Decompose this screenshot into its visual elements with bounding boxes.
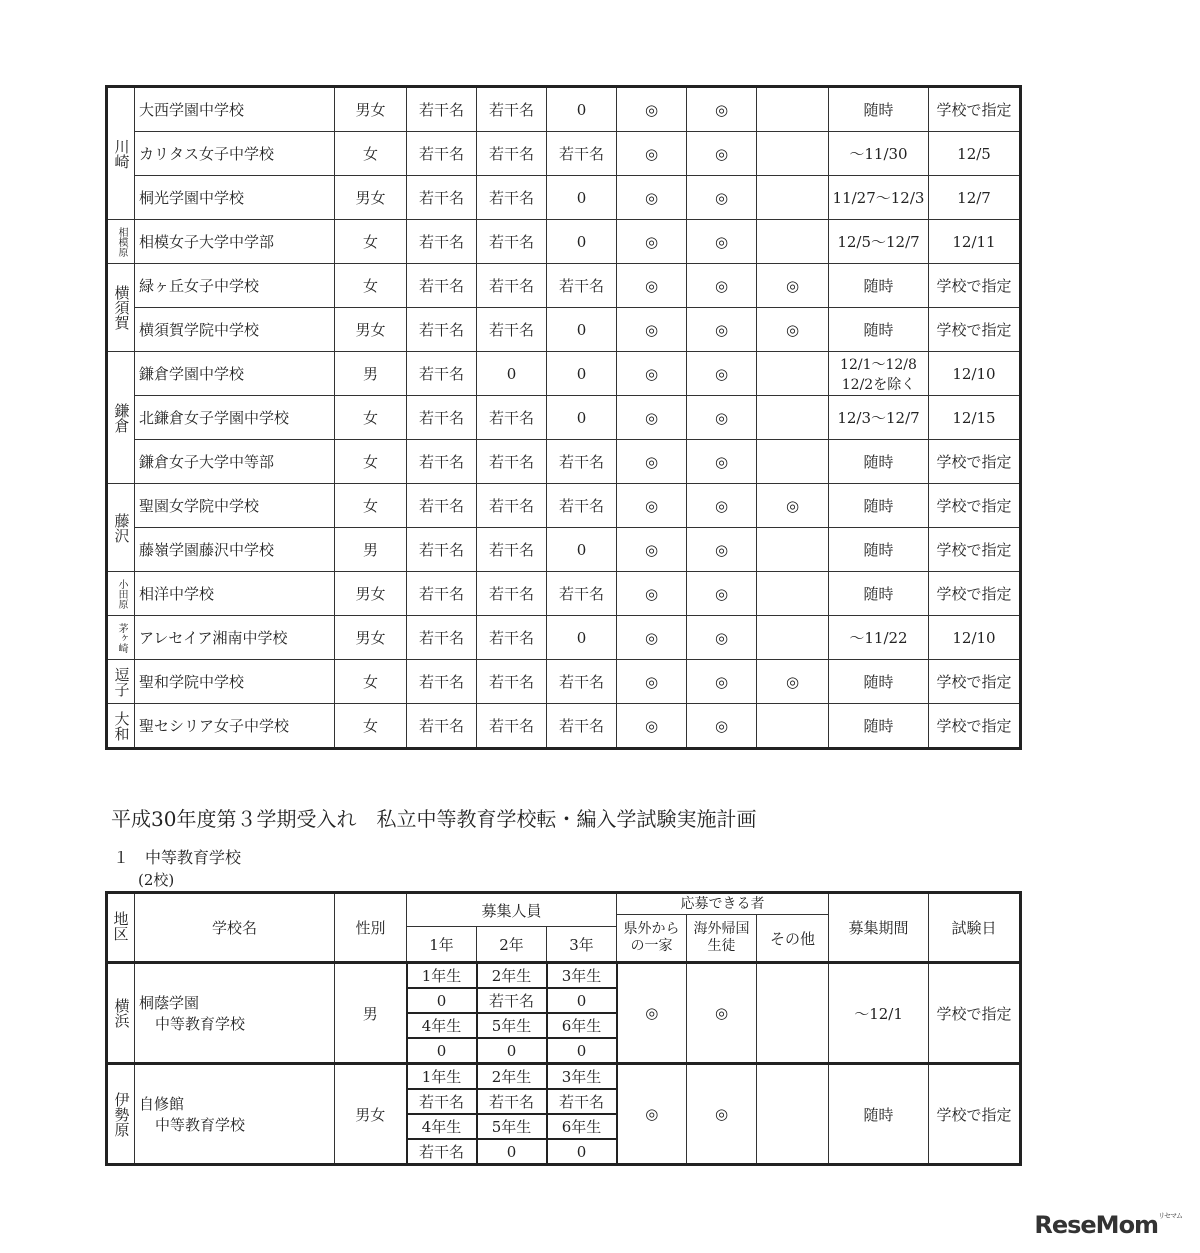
school-name: 北鎌倉女子学園中学校 bbox=[135, 396, 335, 440]
header-other: その他 bbox=[757, 915, 829, 963]
region-cell: 茅ヶ崎 bbox=[107, 616, 135, 660]
out-of-prefecture: ◎ bbox=[617, 616, 687, 660]
table-row bbox=[107, 1064, 1021, 1090]
returnee: ◎ bbox=[687, 308, 757, 352]
application-period: 〜12/1 bbox=[829, 963, 929, 1064]
other bbox=[757, 352, 829, 396]
recruit-grid-cell: 0 bbox=[547, 1139, 617, 1165]
school-name: 聖セシリア女子中学校 bbox=[135, 704, 335, 749]
gender: 男 bbox=[335, 528, 407, 572]
returnee: ◎ bbox=[687, 396, 757, 440]
recruit-grid-cell: 6年生 bbox=[547, 1013, 617, 1038]
recruit-year2: 若干名 bbox=[477, 87, 547, 132]
gender: 女 bbox=[335, 660, 407, 704]
table-row bbox=[107, 963, 1021, 989]
table-row bbox=[107, 87, 1021, 132]
returnee: ◎ bbox=[687, 616, 757, 660]
gender: 男女 bbox=[335, 308, 407, 352]
returnee: ◎ bbox=[687, 87, 757, 132]
header-exam: 試験日 bbox=[929, 893, 1021, 963]
out-of-prefecture: ◎ bbox=[617, 132, 687, 176]
application-period: 11/27〜12/3 bbox=[829, 176, 929, 220]
gender: 男女 bbox=[335, 176, 407, 220]
other bbox=[757, 528, 829, 572]
application-period: 12/1〜12/8 12/2を除く bbox=[829, 352, 929, 396]
application-period: 随時 bbox=[829, 528, 929, 572]
returnee: ◎ bbox=[687, 264, 757, 308]
exam-date: 12/7 bbox=[929, 176, 1021, 220]
recruit-year1: 若干名 bbox=[407, 396, 477, 440]
application-period: 〜11/30 bbox=[829, 132, 929, 176]
recruit-year1: 若干名 bbox=[407, 176, 477, 220]
gender: 男 bbox=[335, 963, 407, 1064]
exam-date: 学校で指定 bbox=[929, 704, 1021, 749]
application-period: 随時 bbox=[829, 308, 929, 352]
school-name-line1: 桐蔭学園 bbox=[139, 994, 200, 1012]
recruit-grid-cell: 1年生 bbox=[407, 1064, 477, 1090]
recruit-year2: 若干名 bbox=[477, 396, 547, 440]
school-name-line2: 中等教育学校 bbox=[155, 1116, 246, 1134]
out-of-prefecture: ◎ bbox=[617, 308, 687, 352]
header-out-of-prefecture: 県外からの一家 bbox=[617, 915, 687, 963]
school-name: 聖園女学院中学校 bbox=[135, 484, 335, 528]
exam-date: 学校で指定 bbox=[929, 87, 1021, 132]
recruit-year2: 若干名 bbox=[477, 220, 547, 264]
recruit-grid-cell: 若干名 bbox=[477, 988, 547, 1013]
recruit-grid-cell: 0 bbox=[547, 988, 617, 1013]
out-of-prefecture: ◎ bbox=[617, 1064, 687, 1165]
application-period: 随時 bbox=[829, 704, 929, 749]
recruit-year2: 若干名 bbox=[477, 132, 547, 176]
out-of-prefecture: ◎ bbox=[617, 264, 687, 308]
recruit-year1: 若干名 bbox=[407, 308, 477, 352]
recruit-year3: 0 bbox=[547, 352, 617, 396]
recruit-grid-cell: 0 bbox=[477, 1139, 547, 1165]
exam-date: 学校で指定 bbox=[929, 264, 1021, 308]
recruit-year1: 若干名 bbox=[407, 704, 477, 749]
region-cell: 横須賀 bbox=[107, 264, 135, 352]
recruit-year1: 若干名 bbox=[407, 87, 477, 132]
other: ◎ bbox=[757, 660, 829, 704]
table-row bbox=[107, 704, 1021, 749]
application-period: 12/3〜12/7 bbox=[829, 396, 929, 440]
recruit-grid-cell: 3年生 bbox=[547, 963, 617, 989]
resemom-logo: ReseMom$^{リセマム}$ bbox=[1034, 1211, 1182, 1239]
exam-date: 12/10 bbox=[929, 616, 1021, 660]
gender: 女 bbox=[335, 484, 407, 528]
application-period: 随時 bbox=[829, 660, 929, 704]
table-row bbox=[107, 220, 1021, 264]
out-of-prefecture: ◎ bbox=[617, 87, 687, 132]
returnee: ◎ bbox=[687, 660, 757, 704]
recruit-grid-cell: 0 bbox=[477, 1038, 547, 1064]
region-cell: 藤沢 bbox=[107, 484, 135, 572]
region-cell: 鎌倉 bbox=[107, 352, 135, 484]
region-cell: 大和 bbox=[107, 704, 135, 749]
header-year1: 1年 bbox=[407, 927, 477, 963]
recruit-year3: 0 bbox=[547, 396, 617, 440]
recruit-grid-cell: 若干名 bbox=[407, 1089, 477, 1114]
recruit-grid-cell: 0 bbox=[407, 1038, 477, 1064]
table-row bbox=[107, 396, 1021, 440]
exam-date: 学校で指定 bbox=[929, 963, 1021, 1064]
recruit-year3: 0 bbox=[547, 220, 617, 264]
application-period: 随時 bbox=[829, 87, 929, 132]
transfer-table-secondary bbox=[105, 891, 1022, 1166]
exam-date: 12/11 bbox=[929, 220, 1021, 264]
application-period: 12/5〜12/7 bbox=[829, 220, 929, 264]
region-cell: 川崎 bbox=[107, 87, 135, 220]
recruit-grid-cell: 若干名 bbox=[477, 1089, 547, 1114]
application-period: 随時 bbox=[829, 572, 929, 616]
school-name bbox=[135, 1064, 335, 1165]
region-cell: 伊勢原 bbox=[107, 1064, 135, 1165]
recruit-grid-cell: 2年生 bbox=[477, 963, 547, 989]
section-title: 平成30年度第３学期受入れ 私立中等教育学校転・編入学試験実施計画 bbox=[111, 807, 757, 831]
school-name: 桐光学園中学校 bbox=[135, 176, 335, 220]
out-of-prefecture: ◎ bbox=[617, 440, 687, 484]
other bbox=[757, 87, 829, 132]
recruit-year1: 若干名 bbox=[407, 220, 477, 264]
gender: 女 bbox=[335, 132, 407, 176]
out-of-prefecture: ◎ bbox=[617, 572, 687, 616]
header-period: 募集期間 bbox=[829, 893, 929, 963]
out-of-prefecture: ◎ bbox=[617, 396, 687, 440]
recruit-grid-cell: 5年生 bbox=[477, 1114, 547, 1139]
recruit-year3: 0 bbox=[547, 616, 617, 660]
school-name-line1: 自修館 bbox=[139, 1095, 185, 1113]
out-of-prefecture: ◎ bbox=[617, 352, 687, 396]
exam-date: 学校で指定 bbox=[929, 308, 1021, 352]
application-period: 随時 bbox=[829, 484, 929, 528]
school-count: (2校) bbox=[138, 871, 175, 889]
gender: 女 bbox=[335, 220, 407, 264]
other bbox=[757, 132, 829, 176]
table-row bbox=[107, 528, 1021, 572]
region-cell: 逗子 bbox=[107, 660, 135, 704]
table-row bbox=[107, 132, 1021, 176]
gender: 男女 bbox=[335, 616, 407, 660]
school-name: 藤嶺学園藤沢中学校 bbox=[135, 528, 335, 572]
recruit-year3: 0 bbox=[547, 176, 617, 220]
gender: 女 bbox=[335, 704, 407, 749]
recruit-grid-cell: 6年生 bbox=[547, 1114, 617, 1139]
recruit-year1: 若干名 bbox=[407, 528, 477, 572]
exam-date: 12/15 bbox=[929, 396, 1021, 440]
section-subtitle: １ 中等教育学校 bbox=[113, 848, 242, 867]
recruit-year2: 若干名 bbox=[477, 572, 547, 616]
gender: 男女 bbox=[335, 1064, 407, 1165]
table-row bbox=[107, 616, 1021, 660]
returnee: ◎ bbox=[687, 1064, 757, 1165]
application-period: 随時 bbox=[829, 264, 929, 308]
region-cell: 横浜 bbox=[107, 963, 135, 1064]
other bbox=[757, 396, 829, 440]
region-cell: 小田原 bbox=[107, 572, 135, 616]
school-name: 大西学園中学校 bbox=[135, 87, 335, 132]
other bbox=[757, 572, 829, 616]
recruit-year3: 若干名 bbox=[547, 132, 617, 176]
returnee: ◎ bbox=[687, 352, 757, 396]
recruit-year1: 若干名 bbox=[407, 352, 477, 396]
header-gender: 性別 bbox=[335, 893, 407, 963]
other bbox=[757, 616, 829, 660]
other: ◎ bbox=[757, 308, 829, 352]
exam-date: 学校で指定 bbox=[929, 440, 1021, 484]
out-of-prefecture: ◎ bbox=[617, 220, 687, 264]
header-school: 学校名 bbox=[135, 893, 335, 963]
other bbox=[757, 440, 829, 484]
returnee: ◎ bbox=[687, 484, 757, 528]
other: ◎ bbox=[757, 484, 829, 528]
application-period: 随時 bbox=[829, 1064, 929, 1165]
other bbox=[757, 963, 829, 1064]
recruit-year2: 若干名 bbox=[477, 176, 547, 220]
table-row bbox=[107, 352, 1021, 396]
school-name: 緑ヶ丘女子中学校 bbox=[135, 264, 335, 308]
recruit-grid-cell: 1年生 bbox=[407, 963, 477, 989]
gender: 男女 bbox=[335, 87, 407, 132]
recruit-grid-cell: 0 bbox=[407, 988, 477, 1013]
exam-date: 12/10 bbox=[929, 352, 1021, 396]
other: ◎ bbox=[757, 264, 829, 308]
returnee: ◎ bbox=[687, 220, 757, 264]
header-eligible: 応募できる者 bbox=[617, 893, 829, 915]
gender: 男 bbox=[335, 352, 407, 396]
returnee: ◎ bbox=[687, 572, 757, 616]
table-row bbox=[107, 440, 1021, 484]
transfer-table-junior-high bbox=[105, 85, 1022, 750]
recruit-year1: 若干名 bbox=[407, 572, 477, 616]
other bbox=[757, 1064, 829, 1165]
school-name: 横須賀学院中学校 bbox=[135, 308, 335, 352]
gender: 女 bbox=[335, 440, 407, 484]
recruit-grid-cell: 4年生 bbox=[407, 1114, 477, 1139]
application-period: 〜11/22 bbox=[829, 616, 929, 660]
recruit-year2: 0 bbox=[477, 352, 547, 396]
exam-date: 学校で指定 bbox=[929, 660, 1021, 704]
recruit-year3: 0 bbox=[547, 87, 617, 132]
recruit-year2: 若干名 bbox=[477, 616, 547, 660]
recruit-grid-cell: 若干名 bbox=[547, 1089, 617, 1114]
recruit-year3: 若干名 bbox=[547, 572, 617, 616]
recruit-year2: 若干名 bbox=[477, 264, 547, 308]
recruit-year3: 若干名 bbox=[547, 704, 617, 749]
school-name: カリタス女子中学校 bbox=[135, 132, 335, 176]
returnee: ◎ bbox=[687, 963, 757, 1064]
gender: 女 bbox=[335, 264, 407, 308]
out-of-prefecture: ◎ bbox=[617, 704, 687, 749]
recruit-year1: 若干名 bbox=[407, 264, 477, 308]
recruit-year2: 若干名 bbox=[477, 528, 547, 572]
out-of-prefecture: ◎ bbox=[617, 963, 687, 1064]
recruit-year3: 0 bbox=[547, 528, 617, 572]
recruit-grid-cell: 3年生 bbox=[547, 1064, 617, 1090]
school-name-line2: 中等教育学校 bbox=[155, 1015, 246, 1033]
out-of-prefecture: ◎ bbox=[617, 528, 687, 572]
header-returnee: 海外帰国生徒 bbox=[687, 915, 757, 963]
header-year2: 2年 bbox=[477, 927, 547, 963]
recruit-year2: 若干名 bbox=[477, 660, 547, 704]
recruit-year3: 若干名 bbox=[547, 660, 617, 704]
exam-date: 学校で指定 bbox=[929, 572, 1021, 616]
application-period: 随時 bbox=[829, 440, 929, 484]
recruit-year1: 若干名 bbox=[407, 660, 477, 704]
table-row bbox=[107, 484, 1021, 528]
header-year3: 3年 bbox=[547, 927, 617, 963]
recruit-grid-cell: 5年生 bbox=[477, 1013, 547, 1038]
school-name bbox=[135, 963, 335, 1064]
other bbox=[757, 704, 829, 749]
exam-date: 12/5 bbox=[929, 132, 1021, 176]
exam-date: 学校で指定 bbox=[929, 1064, 1021, 1165]
recruit-year3: 若干名 bbox=[547, 484, 617, 528]
recruit-grid-cell: 若干名 bbox=[407, 1139, 477, 1165]
region-cell: 相模原 bbox=[107, 220, 135, 264]
recruit-grid-cell: 4年生 bbox=[407, 1013, 477, 1038]
recruit-year2: 若干名 bbox=[477, 440, 547, 484]
exam-date: 学校で指定 bbox=[929, 528, 1021, 572]
recruit-grid-cell: 2年生 bbox=[477, 1064, 547, 1090]
table-row bbox=[107, 308, 1021, 352]
school-name: 鎌倉女子大学中等部 bbox=[135, 440, 335, 484]
exam-date: 学校で指定 bbox=[929, 484, 1021, 528]
other bbox=[757, 220, 829, 264]
recruit-year3: 若干名 bbox=[547, 440, 617, 484]
table-row bbox=[107, 176, 1021, 220]
table-row bbox=[107, 572, 1021, 616]
gender: 女 bbox=[335, 396, 407, 440]
out-of-prefecture: ◎ bbox=[617, 660, 687, 704]
returnee: ◎ bbox=[687, 440, 757, 484]
school-name: 聖和学院中学校 bbox=[135, 660, 335, 704]
table-row bbox=[107, 660, 1021, 704]
table-row bbox=[107, 264, 1021, 308]
school-name: アレセイア湘南中学校 bbox=[135, 616, 335, 660]
recruit-grid-cell: 0 bbox=[547, 1038, 617, 1064]
gender: 男女 bbox=[335, 572, 407, 616]
returnee: ◎ bbox=[687, 704, 757, 749]
header-recruit: 募集人員 bbox=[407, 893, 617, 927]
returnee: ◎ bbox=[687, 132, 757, 176]
out-of-prefecture: ◎ bbox=[617, 484, 687, 528]
recruit-year3: 0 bbox=[547, 308, 617, 352]
returnee: ◎ bbox=[687, 176, 757, 220]
recruit-year2: 若干名 bbox=[477, 704, 547, 749]
header-region: 地区 bbox=[107, 893, 135, 963]
recruit-year3: 若干名 bbox=[547, 264, 617, 308]
school-name: 相洋中学校 bbox=[135, 572, 335, 616]
recruit-year2: 若干名 bbox=[477, 308, 547, 352]
other bbox=[757, 176, 829, 220]
school-name: 鎌倉学園中学校 bbox=[135, 352, 335, 396]
recruit-year1: 若干名 bbox=[407, 132, 477, 176]
recruit-year2: 若干名 bbox=[477, 484, 547, 528]
recruit-year1: 若干名 bbox=[407, 616, 477, 660]
school-name: 相模女子大学中学部 bbox=[135, 220, 335, 264]
returnee: ◎ bbox=[687, 528, 757, 572]
recruit-year1: 若干名 bbox=[407, 440, 477, 484]
recruit-year1: 若干名 bbox=[407, 484, 477, 528]
out-of-prefecture: ◎ bbox=[617, 176, 687, 220]
